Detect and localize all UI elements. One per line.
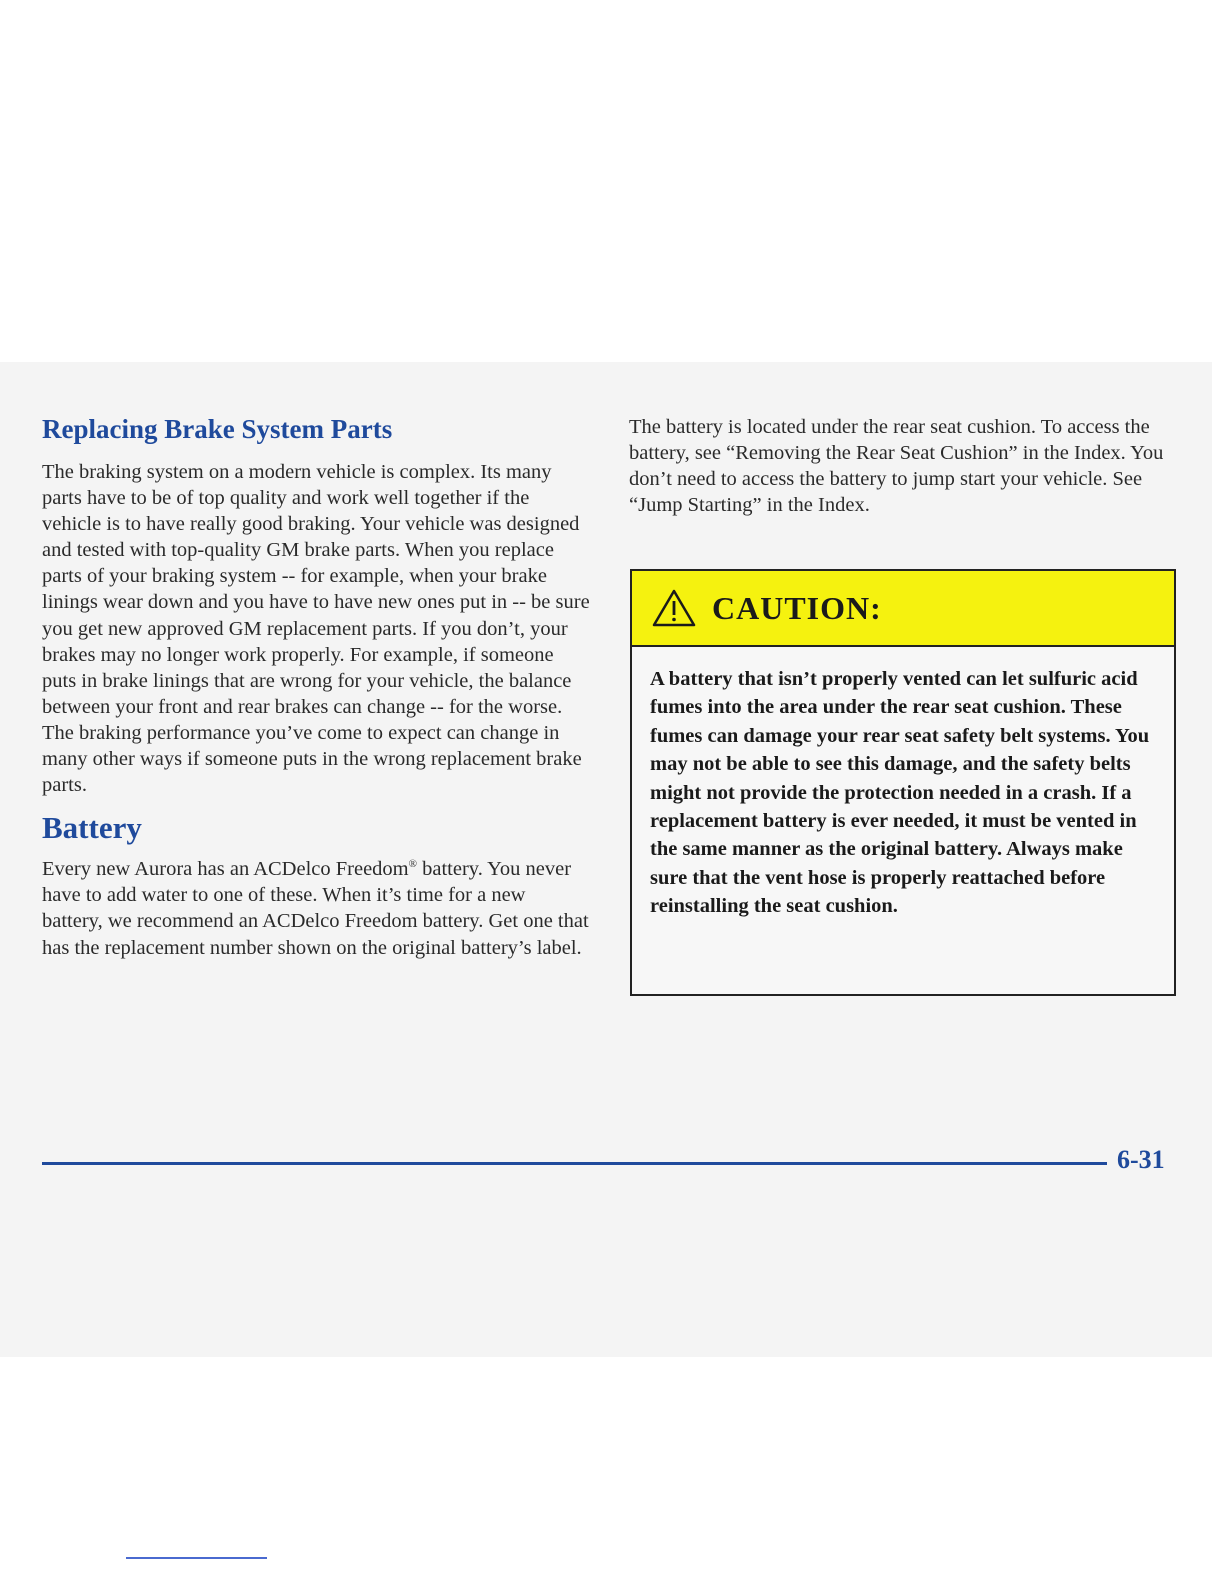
caution-box	[630, 569, 1176, 996]
left-column	[42, 410, 590, 961]
bottom-edge-mark	[126, 1557, 267, 1559]
warning-triangle-icon	[652, 588, 696, 628]
caution-title: CAUTION:	[712, 589, 882, 626]
brake-parts-paragraph: The braking system on a modern vehicle is complex. Its many parts have to be of top quality and work well together if the vehicle is to have really good braking. Your vehicle was designed and tested with top-quality GM brake parts. When you replace parts of your braking system -- for example, when your brake linings wear down and you have to have new ones put in -- be sure you get new approved GM replacement parts. If you don’t, your brakes may no longer work properly. For example, if someone puts in brake linings that are wrong for your vehicle, the balance between your front and rear brakes can change -- for the worse. The braking performance you’ve come to expect can change in many other ways if someone puts in the wrong replacement brake parts.	[42, 461, 590, 797]
section-heading-brake-parts: Replacing Brake System Parts	[42, 414, 393, 444]
battery-text-part-2: battery. You never have to add water to one of these. When it’s time for a new battery, we recommend an ACDelco Freedom battery. Get one that has the replacement number shown on the original battery’s label.	[42, 858, 589, 959]
footer-rule	[42, 1162, 1107, 1165]
registered-mark: ®	[408, 858, 417, 871]
caution-header	[632, 571, 1174, 647]
section-heading-battery: Battery	[42, 810, 142, 846]
page-number: 6-31	[1117, 1145, 1165, 1174]
caution-text: A battery that isn’t properly vented can let sulfuric acid fumes into the area under the rear seat cushion. These fumes can damage your rear seat safety belt systems. You may not be able to see this damage, and the safety belts might not provide the protection needed in a crash. If a replacement battery is ever needed, it must be vented in the same manner as the original battery. Always make sure that the vent hose is properly reattached before reinstalling the seat cushion.	[650, 668, 1150, 918]
battery-location-paragraph: The battery is located under the rear seat cushion. To access the battery, see “Removing the Rear Seat Cushion” in the Index. You don’t need to access the battery to jump start your vehicle. See “Jump Starting” in the Index.	[629, 416, 1164, 517]
battery-paragraph	[42, 856, 590, 960]
battery-text-part-1: Every new Aurora has an ACDelco Freedom	[42, 858, 409, 881]
right-column	[629, 410, 1177, 518]
